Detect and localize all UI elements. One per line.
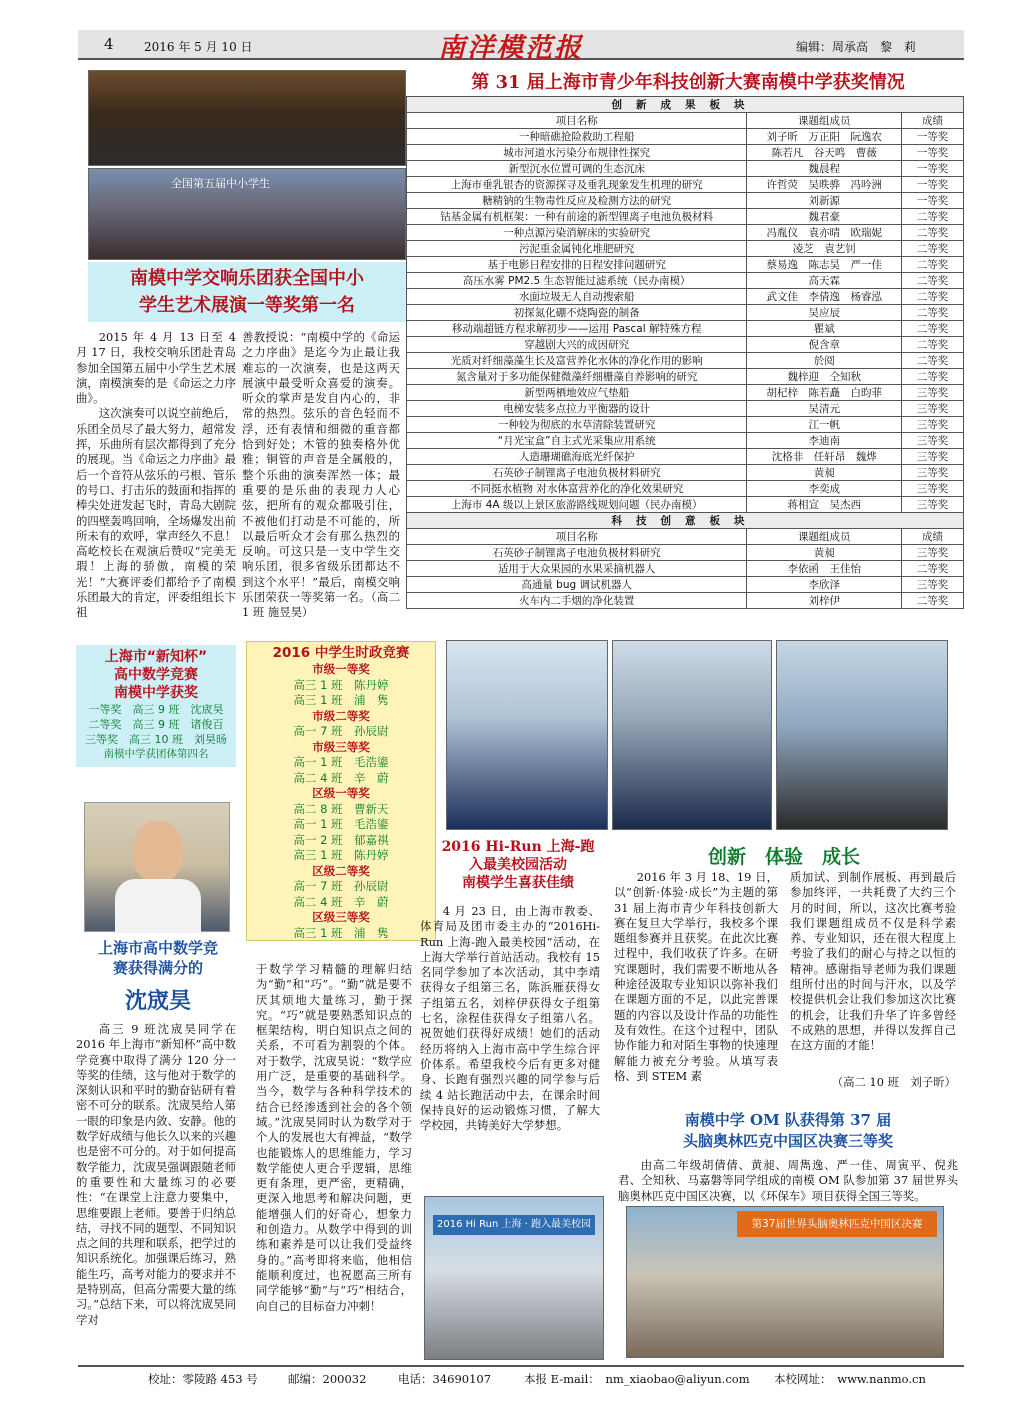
project-name: “月光宝盒”自主式光采集应用系统 [407, 433, 747, 449]
shen-headline-1: 上海市高中数学竞 [97, 939, 218, 957]
team-members: 吴清元 [747, 401, 902, 417]
politics-award-level: 区级一等奖 [312, 786, 370, 800]
orchestra-para: 这次演奏可以说空前绝后，乐团全员尽了最大努力，超常发挥，乐曲所有层次都得到了充分的展现。当《命运之力序曲》最后一个音符从弦乐的弓根、管乐的号口、打击乐的鼓面和指挥的棒尖处迸发起飞时，青岛大剧院的四壁轰鸣回响，全场爆发出前所未有的欢呼，掌声经久不息！高屹校长在观演后赞叹“完美无瑕！上海的骄傲，南模的荣光！”大赛评委们都给予了南模乐团最大的肯定，评委组组长卞祖 [76, 406, 236, 620]
award-level: 三等奖 [902, 577, 964, 593]
team-members: 许哲荧 吴昳骅 冯吟洲 [747, 177, 902, 193]
section-header: 创新成果板块 [407, 97, 964, 113]
table-row [407, 289, 964, 305]
award-level: 二等奖 [902, 273, 964, 289]
politics-winner: 高一 1 班 毛浩鎏 [293, 817, 389, 831]
politics-winner: 高一 1 班 毛浩鎏 [293, 755, 389, 769]
table-row [407, 273, 964, 289]
portrait-shirt [115, 879, 201, 933]
team-members: 黄昶 [747, 465, 902, 481]
column-header: 课题组成员 [747, 113, 902, 129]
project-name: 电梯安装多点拉力平衡器的设计 [407, 401, 747, 417]
team-members: 李欣泽 [747, 577, 902, 593]
award-level: 一等奖 [902, 177, 964, 193]
awards-title: 第 31 届上海市青少年科技创新大赛南模中学获奖情况 [471, 72, 905, 93]
project-name: 初探氮化硼不烧陶瓷的制备 [407, 305, 747, 321]
orchestra-para: 2015 年 4 月 13 日至 4 月 17 日，我校交响乐团赴青岛参加全国第五届中小学生艺术展演，南模演奏的是《命运之力序曲》。 [76, 330, 236, 406]
orchestra-headline-1: 南模中学交响乐团获全国中小 [130, 268, 364, 289]
project-name: 一种较为彻底的水草清除装置研究 [407, 417, 747, 433]
om-banner: 第37届世界头脑奥林匹克中国区决赛 [737, 1211, 937, 1237]
om-headline [618, 1110, 958, 1152]
team-members: 高天霖 [747, 273, 902, 289]
column-header: 课题组成员 [747, 529, 902, 545]
team-members: 李依函 王佳怡 [747, 561, 902, 577]
team-members: 倪含章 [747, 337, 902, 353]
table-row [407, 577, 964, 593]
table-row [407, 433, 964, 449]
shen-article-col2: 于数学学习精髓的理解归结为“勤”和“巧”。“勤”就是要不厌其烦地大量练习，勤于探究。“巧”就是要熟悉知识点的框架结构，明白知识点之间的关系，不可看为割裂的个体。对于数学，沈宬昊说：“数学应用广泛，是重要的基础科学。当今，数学与各种科学技术的结合已经渗透到社会的各个领域。”沈宬昊同时认为数学对于个人的发展也大有裨益，“数学也能锻炼人的思维能力，学习数学能使人更合乎逻辑，思维更有条理，更严密，更精确，更深入地思考和解决问题，更能增强人们的好奇心，想象力和创造力。从数学中得到的训练和素养是可以让我们受益终身的。”高考即将来临，他相信能顺利度过，也祝愿高三所有同学能够“勤”与“巧”相结合，向自己的目标奋力冲刺！ [256, 962, 412, 1313]
politics-award-level: 市级二等奖 [312, 708, 370, 723]
project-name: 不同挺水植物 对水体富营养化的净化效果研究 [407, 481, 747, 497]
award-level: 三等奖 [902, 481, 964, 497]
orchestra-para: 善教授说：“南模中学的《命运之力序曲》是迄今为止最让我难忘的一次演奏，也是这两天展演中最受听众喜爱的演奏。听众的掌声是发自内心的，非常的热烈。弦乐的音色轻而不浮，还有表情和细微的重音都恰到好处；木管的独奏格外优雅；铜管的声音是全属般的，整个乐曲的演奏浑然一体；最重要的是乐曲的表现力人心弦，把所有的观众都吸引住，不被他们打动是不可能的，所以最后听众才会有那么热烈的反响。可这只是一支中学生交响乐团，很多省级乐团都达不到这个水平！”最后，南模交响乐团荣获一等奖第一名。（高二 1 班 施昱昊） [242, 330, 400, 620]
footer-email: 本报 E-mail： nm_xiaobao@aliyun.com [524, 1372, 750, 1386]
shen-headline-2: 赛获得满分的 [112, 959, 203, 977]
politics-award-level: 区级二等奖 [312, 863, 370, 878]
table-row [407, 481, 964, 497]
editor-line: 编辑：周承高 黎 莉 [795, 40, 916, 54]
hirun-article: 4 月 23 日，由上海市教委、体育局及团市委主办的“2016Hi-Run 上海-跑入最美校园”活动，在上海大学举行首站活动。我校有 15 名同学参加了本次活动，其中李靖获得女子组第三名，陈浜雁获得女子组第五名，刘梓伊获得女子组第七名，涂程佳获得女子组第八名。祝贺她们获得好成绩！她们的活动经历将纳入上海市高中学生综合评价体系。希望我校今后有更多对健身、长跑有强烈兴趣的同学参与后续 4 站长跑活动中去，在课余时间保持良好的运动锻炼习惯，了解大学校园，共铸美好大学梦想。 [420, 904, 600, 1133]
hirun-photo [424, 1196, 604, 1360]
project-name: 钴基金属有机框架：一种有前途的新型锂离子电池负极材料 [407, 209, 747, 225]
politics-winner: 高一 7 班 孙辰尉 [293, 724, 389, 738]
project-name: 人造珊瑚礁海底光纤保护 [407, 449, 747, 465]
team-members: 冯胤仪 袁亦晴 欧瑞妮 [747, 225, 902, 241]
innovation-col2: 质加试、到制作展板、再到最后参加终评，一共耗费了大约三个月的时间，所以，这次比赛考验我们课题组成员不仅是科学素养、专业知识，还在很大程度上考验了我们的耐心与持之以恒的精神。感谢指导老师为我们课题组所付出的时间与汗水，以及学校提供机会让我们参加这次比赛的机会，让我们升华了许多曾经不成熟的思想，并得以发挥自己在这方面的才能！ [790, 870, 956, 1053]
team-members: 吴应辰 [747, 305, 902, 321]
om-article: 由高二年级胡倩倩、黄昶、周雋逸、严一佳、周寅平、倪兆君、仝知秋、马嘉磐等同学组成的南模 OM 队参加第 37 届世界头脑奥林匹克中国区决赛，以《环保车》项目获得全国三等奖。 [618, 1158, 958, 1203]
project-name: 适用于大众果园的水果采摘机器人 [407, 561, 747, 577]
team-members: 蔡易逸 陈志昊 严一佳 [747, 257, 902, 273]
innovation-headline: 创新 体验 成长 [707, 846, 860, 868]
table-row [407, 161, 964, 177]
team-members: 沈格非 任轩昂 魏烨 [747, 449, 902, 465]
table-row [407, 241, 964, 257]
award-photo-2 [612, 640, 772, 830]
award-level: 一等奖 [902, 161, 964, 177]
team-members: 凌芝 袁艺钊 [747, 241, 902, 257]
award-photo-1 [446, 640, 608, 830]
award-level: 二等奖 [902, 561, 964, 577]
project-name: 上海市 4A 级以上景区旅游路线规划问题（民办南模） [407, 497, 747, 513]
om-headline-2: 头脑奥林匹克中国区决赛三等奖 [682, 1132, 893, 1150]
award-level: 二等奖 [902, 305, 964, 321]
team-members: 江一帆 [747, 417, 902, 433]
politics-list [247, 662, 435, 941]
project-name: 城市河道水污染分布规律性探究 [407, 145, 747, 161]
table-header-row [407, 113, 964, 129]
hirun-headline-2: 入最美校园活动 [469, 857, 567, 873]
section-header: 科技创意板块 [407, 513, 964, 529]
masthead-logo: 南洋模范报 [438, 33, 583, 64]
team-members: 魏晨程 [747, 161, 902, 177]
team-members: 刘新源 [747, 193, 902, 209]
award-level: 二等奖 [902, 289, 964, 305]
issue-date: 2016 年 5 月 10 日 [144, 40, 253, 54]
project-name: 新型沉水位置可调的生态沉床 [407, 161, 747, 177]
table-row [407, 257, 964, 273]
table-section-row [407, 513, 964, 529]
table-row [407, 145, 964, 161]
award-level: 三等奖 [902, 385, 964, 401]
award-level: 二等奖 [902, 241, 964, 257]
team-members: 瞿斌 [747, 321, 902, 337]
politics-contest-box [246, 641, 436, 941]
math-title-2: 高中数学竞赛 [114, 667, 198, 683]
table-row [407, 385, 964, 401]
table-row [407, 401, 964, 417]
project-name: 高通量 bug 调试机器人 [407, 577, 747, 593]
table-row [407, 305, 964, 321]
om-photo [626, 1206, 944, 1358]
table-row [407, 129, 964, 145]
table-header-row [407, 529, 964, 545]
project-name: 一种暗礁抢险救助工程船 [407, 129, 747, 145]
om-headline-1: 南模中学 OM 队获得第 37 届 [684, 1111, 892, 1129]
math-award-line: 一等奖 高三 9 班 沈宬昊 [88, 703, 224, 716]
award-level: 二等奖 [902, 321, 964, 337]
project-name: 污泥重金属钝化堆肥研究 [407, 241, 747, 257]
award-level: 二等奖 [902, 593, 964, 609]
politics-winner: 高二 8 班 曹新天 [293, 801, 389, 816]
column-header: 成绩 [902, 113, 964, 129]
award-level: 一等奖 [902, 129, 964, 145]
politics-award-level: 区级三等奖 [312, 910, 370, 924]
math-award-line: 二等奖 高三 9 班 诸俊百 [88, 718, 224, 731]
shen-headline [80, 938, 236, 978]
project-name: 石英砂子制锂离子电池负极材料研究 [407, 545, 747, 561]
project-name: 上海市垂乳银杏的资源探寻及垂乳现象发生机理的研究 [407, 177, 747, 193]
politics-winner: 高三 1 班 浦 隽 [293, 925, 389, 940]
innovation-col1: 2016 年 3 月 18、19 日，以“创新·体验·成长”为主题的第 31 届上海市青少年科技创新大赛在复旦大学举行，我校多个课题组参赛并且获奖。在此次比赛过程中，我们收获了许多。在研究课题时，我们需要不断地从各种途径汲取专业知识以弥补我们在课题方面的不足，以此完善课题的内容以及设计作品的功能性及有效性。在这个过程中，团队协作能力和对陌生事物的快速理解能力被充分考验。从填写表格、到 STEM 素 [614, 870, 778, 1083]
project-name: 氮含量对于多功能保健微藻纤细栅藻自养影响的研究 [407, 369, 747, 385]
table-row [407, 177, 964, 193]
politics-award-level: 市级一等奖 [312, 662, 370, 676]
table-row [407, 321, 964, 337]
award-level: 三等奖 [902, 497, 964, 513]
table-row [407, 337, 964, 353]
table-row [407, 465, 964, 481]
award-level: 一等奖 [902, 193, 964, 209]
table-row [407, 545, 964, 561]
team-members: 魏君豪 [747, 209, 902, 225]
table-row [407, 593, 964, 609]
shen-name: 沈宬昊 [124, 988, 191, 1014]
table-row [407, 353, 964, 369]
page-number: 4 [104, 35, 114, 53]
team-members: 魏梓迎 仝知秋 [747, 369, 902, 385]
table-row [407, 225, 964, 241]
math-award-line: 三等奖 高三 10 班 刘昊旸 [85, 733, 227, 746]
table-row [407, 209, 964, 225]
team-members: 於阅 [747, 353, 902, 369]
politics-winner: 高三 1 班 陈丹婷 [293, 848, 389, 862]
project-name: 移动端超链方程求解初步——运用 Pascal 解特殊方程 [407, 321, 747, 337]
math-contest-box [76, 645, 236, 767]
politics-winner: 高三 1 班 浦 隽 [293, 693, 389, 707]
table-section-row [407, 97, 964, 113]
project-name: 穿越剧大兴的成因研究 [407, 337, 747, 353]
math-title-3: 南模中学获奖 [114, 685, 198, 701]
orchestra-headline-box [88, 262, 406, 322]
team-members: 陈若凡 谷天鸣 曹薇 [747, 145, 902, 161]
team-members: 李迪南 [747, 433, 902, 449]
team-members: 武文佳 李倩逸 杨睿泓 [747, 289, 902, 305]
project-name: 水面垃圾无人自动搜索船 [407, 289, 747, 305]
award-level: 二等奖 [902, 225, 964, 241]
award-level: 二等奖 [902, 209, 964, 225]
math-title-1: 上海市“新知杯” [104, 649, 208, 665]
award-level: 二等奖 [902, 337, 964, 353]
table-row [407, 561, 964, 577]
politics-winner: 高三 1 班 陈丹婷 [293, 677, 389, 692]
page-footer [78, 1365, 964, 1395]
table-row [407, 369, 964, 385]
hirun-headline-3: 南模学生喜获佳绩 [462, 875, 574, 891]
politics-winner: 高二 4 班 辛 蔚 [293, 894, 389, 909]
project-name: 基于电影日程安排的日程安排问题研究 [407, 257, 747, 273]
awards-table [406, 96, 964, 609]
politics-winner: 高一 2 班 郁嘉祺 [293, 832, 389, 847]
footer-zip: 邮编：200032 [288, 1372, 367, 1386]
politics-winner: 高二 4 班 辛 蔚 [293, 770, 389, 785]
award-photo-3 [776, 640, 948, 830]
orchestra-photo [88, 70, 406, 166]
award-level: 二等奖 [902, 257, 964, 273]
portrait-face [133, 821, 183, 883]
column-header: 项目名称 [407, 113, 747, 129]
project-name: 糖精钠的生物毒性反应及检测方法的研究 [407, 193, 747, 209]
orchestra-article-col2 [242, 330, 400, 640]
footer-address: 校址：零陵路 453 号 [148, 1372, 258, 1386]
math-team-line: 南模中学获团体第四名 [103, 748, 209, 760]
project-name: 石英砂子制锂离子电池负极材料研究 [407, 465, 747, 481]
hirun-headline [418, 838, 618, 892]
team-members: 刘子昕 万正阳 阮逸农 [747, 129, 902, 145]
award-level: 三等奖 [902, 417, 964, 433]
student-portrait [84, 802, 230, 932]
team-members: 蒋相宣 吴杰西 [747, 497, 902, 513]
group-photo-banner: 全国第五届中小学生 [171, 177, 270, 190]
hirun-banner: 2016 Hi Run 上海 · 跑入最美校园 [433, 1215, 595, 1235]
table-row [407, 417, 964, 433]
column-header: 成绩 [902, 529, 964, 545]
footer-website: 本校网址： www.nanmo.cn [774, 1372, 926, 1386]
politics-winner: 高一 7 班 孙辰尉 [293, 879, 389, 893]
footer-tel: 电话：34690107 [398, 1372, 492, 1386]
team-members: 胡杞梓 陈若矗 白昀菲 [747, 385, 902, 401]
award-level: 三等奖 [902, 449, 964, 465]
award-level: 三等奖 [902, 545, 964, 561]
project-name: 一种点源污染消解床的实验研究 [407, 225, 747, 241]
awards-table-wrap [406, 96, 964, 609]
team-members: 李奕成 [747, 481, 902, 497]
orchestra-headline-2: 学生艺术展演一等奖第一名 [139, 295, 355, 316]
award-level: 三等奖 [902, 465, 964, 481]
team-members: 刘梓伊 [747, 593, 902, 609]
politics-award-level: 市级三等奖 [312, 739, 370, 754]
hirun-headline-1: 2016 Hi-Run 上海-跑 [441, 839, 595, 855]
orchestra-article-col1 [76, 330, 236, 640]
project-name: 新型两栖地效应气垫船 [407, 385, 747, 401]
group-photo [88, 168, 406, 260]
award-level: 三等奖 [902, 401, 964, 417]
award-level: 二等奖 [902, 353, 964, 369]
shen-article-col1: 高三 9 班沈宬昊同学在 2016 年上海市“新知杯”高中数学竞赛中取得了满分 120 分一等奖的佳绩，这与他对于数学的深刻认识和平时的勤奋钻研有着密不可分的联系。沈宬昊给人第一眼的印象是内敛、安静。他的数学好成绩与他长久以来的兴趣也是密不可分的。对于如何提高数学能力，沈宬昊强调跟随老师的重要性和大量练习的必要性：“在课堂上注意力要集中，思维要跟上老师。要善于归纳总结，寻找不同的题型、不同知识点之间的共理和联系，把学过的知识系统化。加强课后练习，熟能生巧，高考对能力的要求并不是特别高，但高分需要大量的练习。”总结下来，可以将沈宬昊同学对 [76, 1022, 236, 1327]
award-level: 一等奖 [902, 145, 964, 161]
table-row [407, 193, 964, 209]
award-level: 三等奖 [902, 433, 964, 449]
table-row [407, 449, 964, 465]
innovation-signature: （高二 10 班 刘子昕） [831, 1075, 956, 1089]
table-row [407, 497, 964, 513]
project-name: 光质对纤细藻藻生长及富营养化水体的净化作用的影响 [407, 353, 747, 369]
award-level: 二等奖 [902, 369, 964, 385]
column-header: 项目名称 [407, 529, 747, 545]
politics-title: 2016 中学生时政竞赛 [272, 645, 410, 661]
project-name: 火车内二手烟的净化装置 [407, 593, 747, 609]
team-members: 黄昶 [747, 545, 902, 561]
project-name: 高压水雾 PM2.5 生态智能过滤系统（民办南模） [407, 273, 747, 289]
